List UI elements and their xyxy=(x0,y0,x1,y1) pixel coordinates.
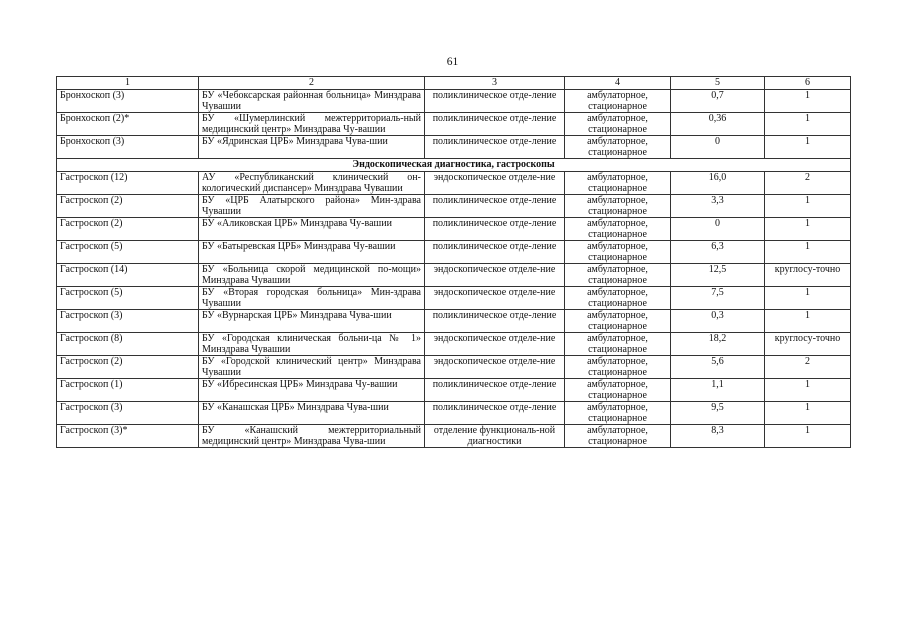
workload-value: 3,3 xyxy=(671,195,765,218)
table-row xyxy=(57,136,851,159)
workload-value: 6,3 xyxy=(671,241,765,264)
department-name: эндоскопическое отделе-ние xyxy=(425,333,565,356)
care-type: амбулаторное, стационарное xyxy=(565,241,671,264)
care-type: амбулаторное, стационарное xyxy=(565,136,671,159)
workload-value: 0 xyxy=(671,136,765,159)
care-type: амбулаторное, стационарное xyxy=(565,379,671,402)
shift-count: 1 xyxy=(765,218,851,241)
institution-name: БУ «Шумерлинский межтерриториаль-ный медицинский центр» Минздрава Чу-вашии xyxy=(199,113,425,136)
care-type: амбулаторное, стационарное xyxy=(565,172,671,195)
table-row xyxy=(57,241,851,264)
workload-value: 7,5 xyxy=(671,287,765,310)
workload-value: 12,5 xyxy=(671,264,765,287)
workload-value: 0,3 xyxy=(671,310,765,333)
table-row xyxy=(57,113,851,136)
shift-count: круглосу-точно xyxy=(765,333,851,356)
shift-count: 1 xyxy=(765,241,851,264)
institution-name: БУ «Аликовская ЦРБ» Минздрава Чу-вашии xyxy=(199,218,425,241)
shift-count: 1 xyxy=(765,136,851,159)
shift-count: 2 xyxy=(765,356,851,379)
workload-value: 0,7 xyxy=(671,90,765,113)
equipment-name: Гастроскоп (2) xyxy=(57,356,199,379)
care-type: амбулаторное, стационарное xyxy=(565,218,671,241)
institution-name: БУ «Канашский межтерриториальный медицинский центр» Минздрава Чува-шии xyxy=(199,425,425,448)
department-name: поликлиническое отде-ление xyxy=(425,379,565,402)
shift-count: 1 xyxy=(765,113,851,136)
table-row xyxy=(57,379,851,402)
department-name: поликлиническое отде-ление xyxy=(425,136,565,159)
department-name: поликлиническое отде-ление xyxy=(425,241,565,264)
equipment-name: Гастроскоп (2) xyxy=(57,218,199,241)
shift-count: 1 xyxy=(765,287,851,310)
equipment-name: Гастроскоп (1) xyxy=(57,379,199,402)
shift-count: 1 xyxy=(765,195,851,218)
institution-name: БУ «Городская клиническая больни-ца № 1» Минздрава Чувашии xyxy=(199,333,425,356)
equipment-name: Гастроскоп (5) xyxy=(57,241,199,264)
table-row xyxy=(57,333,851,356)
shift-count: 1 xyxy=(765,402,851,425)
column-number: 3 xyxy=(425,77,565,90)
section-title: Эндоскопическая диагностика, гастроскопы xyxy=(57,159,851,172)
equipment-name: Гастроскоп (2) xyxy=(57,195,199,218)
shift-count: 2 xyxy=(765,172,851,195)
care-type: амбулаторное, стационарное xyxy=(565,333,671,356)
workload-value: 9,5 xyxy=(671,402,765,425)
equipment-name: Гастроскоп (3)* xyxy=(57,425,199,448)
workload-value: 0 xyxy=(671,218,765,241)
care-type: амбулаторное, стационарное xyxy=(565,310,671,333)
workload-value: 0,36 xyxy=(671,113,765,136)
care-type: амбулаторное, стационарное xyxy=(565,264,671,287)
care-type: амбулаторное, стационарное xyxy=(565,287,671,310)
institution-name: БУ «Батыревская ЦРБ» Минздрава Чу-вашии xyxy=(199,241,425,264)
table-row xyxy=(57,310,851,333)
care-type: амбулаторное, стационарное xyxy=(565,195,671,218)
workload-value: 8,3 xyxy=(671,425,765,448)
table-row xyxy=(57,195,851,218)
column-number: 1 xyxy=(57,77,199,90)
institution-name: БУ «Городской клинический центр» Минздрава Чувашии xyxy=(199,356,425,379)
shift-count: 1 xyxy=(765,425,851,448)
column-number: 6 xyxy=(765,77,851,90)
section-row xyxy=(57,159,851,172)
equipment-name: Бронхоскоп (3) xyxy=(57,136,199,159)
institution-name: БУ «Вторая городская больница» Мин-здрава Чувашии xyxy=(199,287,425,310)
workload-value: 1,1 xyxy=(671,379,765,402)
department-name: эндоскопическое отделе-ние xyxy=(425,264,565,287)
column-number-row xyxy=(57,77,851,90)
equipment-table xyxy=(56,76,851,448)
institution-name: БУ «Вурнарская ЦРБ» Минздрава Чува-шии xyxy=(199,310,425,333)
care-type: амбулаторное, стационарное xyxy=(565,113,671,136)
equipment-name: Гастроскоп (12) xyxy=(57,172,199,195)
department-name: эндоскопическое отделе-ние xyxy=(425,287,565,310)
shift-count: круглосу-точно xyxy=(765,264,851,287)
equipment-name: Гастроскоп (3) xyxy=(57,402,199,425)
equipment-name: Бронхоскоп (2)* xyxy=(57,113,199,136)
table-row xyxy=(57,264,851,287)
table-row xyxy=(57,172,851,195)
department-name: поликлиническое отде-ление xyxy=(425,402,565,425)
department-name: поликлиническое отде-ление xyxy=(425,113,565,136)
equipment-name: Гастроскоп (8) xyxy=(57,333,199,356)
equipment-name: Гастроскоп (14) xyxy=(57,264,199,287)
care-type: амбулаторное, стационарное xyxy=(565,425,671,448)
department-name: отделение функциональ-ной диагностики xyxy=(425,425,565,448)
care-type: амбулаторное, стационарное xyxy=(565,90,671,113)
institution-name: БУ «Чебоксарская районная больница» Минздрава Чувашии xyxy=(199,90,425,113)
equipment-name: Бронхоскоп (3) xyxy=(57,90,199,113)
equipment-name: Гастроскоп (5) xyxy=(57,287,199,310)
table-row xyxy=(57,90,851,113)
department-name: поликлиническое отде-ление xyxy=(425,310,565,333)
table-row xyxy=(57,356,851,379)
department-name: эндоскопическое отделе-ние xyxy=(425,172,565,195)
table-row xyxy=(57,218,851,241)
department-name: эндоскопическое отделе-ние xyxy=(425,356,565,379)
equipment-name: Гастроскоп (3) xyxy=(57,310,199,333)
workload-value: 5,6 xyxy=(671,356,765,379)
column-number: 2 xyxy=(199,77,425,90)
table-row xyxy=(57,287,851,310)
institution-name: БУ «Больница скорой медицинской по-мощи» Минздрава Чувашии xyxy=(199,264,425,287)
department-name: поликлиническое отде-ление xyxy=(425,218,565,241)
shift-count: 1 xyxy=(765,379,851,402)
workload-value: 16,0 xyxy=(671,172,765,195)
column-number: 4 xyxy=(565,77,671,90)
shift-count: 1 xyxy=(765,310,851,333)
column-number: 5 xyxy=(671,77,765,90)
department-name: поликлиническое отде-ление xyxy=(425,195,565,218)
table-row xyxy=(57,425,851,448)
care-type: амбулаторное, стационарное xyxy=(565,402,671,425)
page-number: 61 xyxy=(446,56,459,68)
shift-count: 1 xyxy=(765,90,851,113)
institution-name: БУ «ЦРБ Алатырского района» Мин-здрава Чувашии xyxy=(199,195,425,218)
department-name: поликлиническое отде-ление xyxy=(425,90,565,113)
institution-name: АУ «Республиканский клинический он-кологический диспансер» Минздрава Чувашии xyxy=(199,172,425,195)
care-type: амбулаторное, стационарное xyxy=(565,356,671,379)
institution-name: БУ «Канашская ЦРБ» Минздрава Чува-шии xyxy=(199,402,425,425)
workload-value: 18,2 xyxy=(671,333,765,356)
institution-name: БУ «Ядринская ЦРБ» Минздрава Чува-шии xyxy=(199,136,425,159)
institution-name: БУ «Ибресинская ЦРБ» Минздрава Чу-вашии xyxy=(199,379,425,402)
table-row xyxy=(57,402,851,425)
